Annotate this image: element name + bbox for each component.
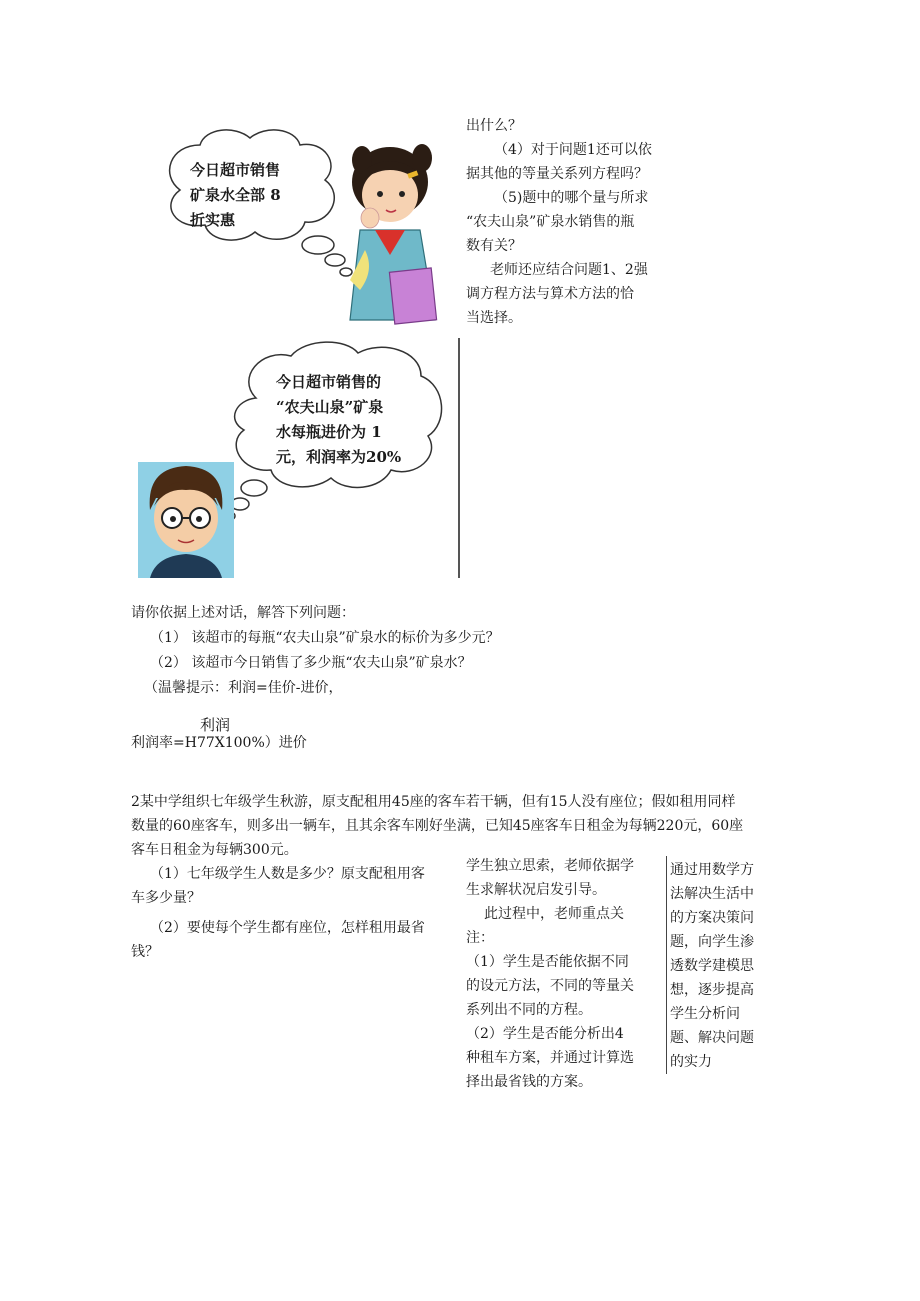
p2-q2-line: （2）要使每个学生都有座位，怎样租用最省 — [150, 920, 425, 936]
intent-line: 的实力 — [670, 1054, 712, 1070]
note-line: 数有关？ — [466, 238, 522, 254]
note-line: 出什么？ — [466, 118, 522, 134]
intent-line: 想，逐步提高 — [670, 982, 754, 998]
girl-bubble-line: 矿泉水全部 8 — [190, 186, 281, 204]
intent-line: 透数学建模思 — [670, 958, 754, 974]
girl-bubble-line: 折实惠 — [190, 211, 236, 229]
note-line: （5)题中的哪个量与所求 — [494, 190, 649, 206]
intent-line: 题，向学生渗 — [670, 934, 754, 950]
intent-line: 学生分析问 — [670, 1006, 740, 1022]
boy-bubble-line: 水每瓶进价为 1 — [276, 423, 382, 441]
column-divider — [458, 338, 460, 578]
teacher-line: （1）学生是否能依据不同 — [466, 954, 629, 970]
teacher-line: 的设元方法，不同的等量关 — [466, 978, 634, 994]
p2-q1-line: （1）七年级学生人数是多少？原支配租用客 — [150, 866, 425, 882]
p2-q2-line: 钱？ — [131, 944, 159, 960]
boy-bubble-line: “农夫山泉”矿泉 — [276, 398, 384, 416]
teacher-line: 种租车方案，并通过计算选 — [466, 1050, 634, 1066]
note-line: （4）对于问题1还可以依 — [494, 142, 652, 158]
note-line: 老师还应结合问题1、2强 — [490, 262, 648, 278]
design-intent-column — [670, 858, 754, 1074]
question-2: （2） 该超市今日销售了多少瓶“农夫山泉”矿泉水？ — [150, 655, 472, 671]
girl-bubble-text — [190, 158, 302, 233]
question-1: （1） 该超市的每瓶“农夫山泉”矿泉水的标价为多少元？ — [150, 630, 500, 646]
p2-q1-line: 车多少量？ — [131, 890, 201, 906]
note-line: 当选择。 — [466, 310, 522, 326]
formula-numerator: 利润 — [200, 716, 231, 734]
formula-line: 利润率=H77X100%）进价 — [131, 735, 307, 751]
problem-2 — [131, 790, 743, 862]
table-column-divider — [666, 856, 667, 1074]
right-notes — [466, 114, 652, 330]
teacher-line: 学生独立思索，老师依据学 — [466, 858, 634, 874]
intent-line: 通过用数学方 — [670, 862, 754, 878]
teacher-line: 择出最省钱的方案。 — [466, 1074, 592, 1090]
problem-2-question-2 — [131, 916, 425, 964]
teacher-activity-column — [466, 854, 634, 1094]
intent-line: 法解决生活中 — [670, 886, 754, 902]
teacher-line: 此过程中，老师重点关 — [484, 906, 624, 922]
intent-line: 题、解决问题 — [670, 1030, 754, 1046]
teacher-line: 注： — [466, 930, 494, 946]
boy-bubble-line: 元，利润率为20% — [276, 448, 402, 466]
note-line: 据其他的等量关系列方程吗？ — [466, 166, 648, 182]
note-line: “农夫山泉”矿泉水销售的瓶 — [466, 214, 635, 230]
note-line: 调方程方法与算术方法的恰 — [466, 286, 634, 302]
problem-2-line: 数量的60座客车，则多出一辆车，且其余客车刚好坐满，已知45座客车日租金为每辆220元，60座 — [131, 818, 744, 834]
problem-2-line: 2某中学组织七年级学生秋游，原支配租用45座的客车若干辆，但有15人没有座位；假如租用同样 — [131, 794, 736, 810]
boy-bubble-line: 今日超市销售的 — [276, 373, 382, 391]
intro-text: 请你依据上述对话，解答下列问题： — [131, 605, 355, 621]
teacher-line: 生求解状况启发引导。 — [466, 882, 606, 898]
teacher-line: （2）学生是否能分析出4 — [466, 1026, 624, 1042]
girl-bubble-line: 今日超市销售 — [190, 161, 281, 179]
problem-2-question-1 — [131, 862, 425, 910]
hint-text: （温馨提示：利润=佳价-进价， — [144, 680, 343, 696]
boy-bubble-text — [276, 370, 406, 470]
teacher-line: 系列出不同的方程。 — [466, 1002, 592, 1018]
intent-line: 的方案决策问 — [670, 910, 754, 926]
problem-2-line: 客车日租金为每辆300元。 — [131, 842, 298, 858]
